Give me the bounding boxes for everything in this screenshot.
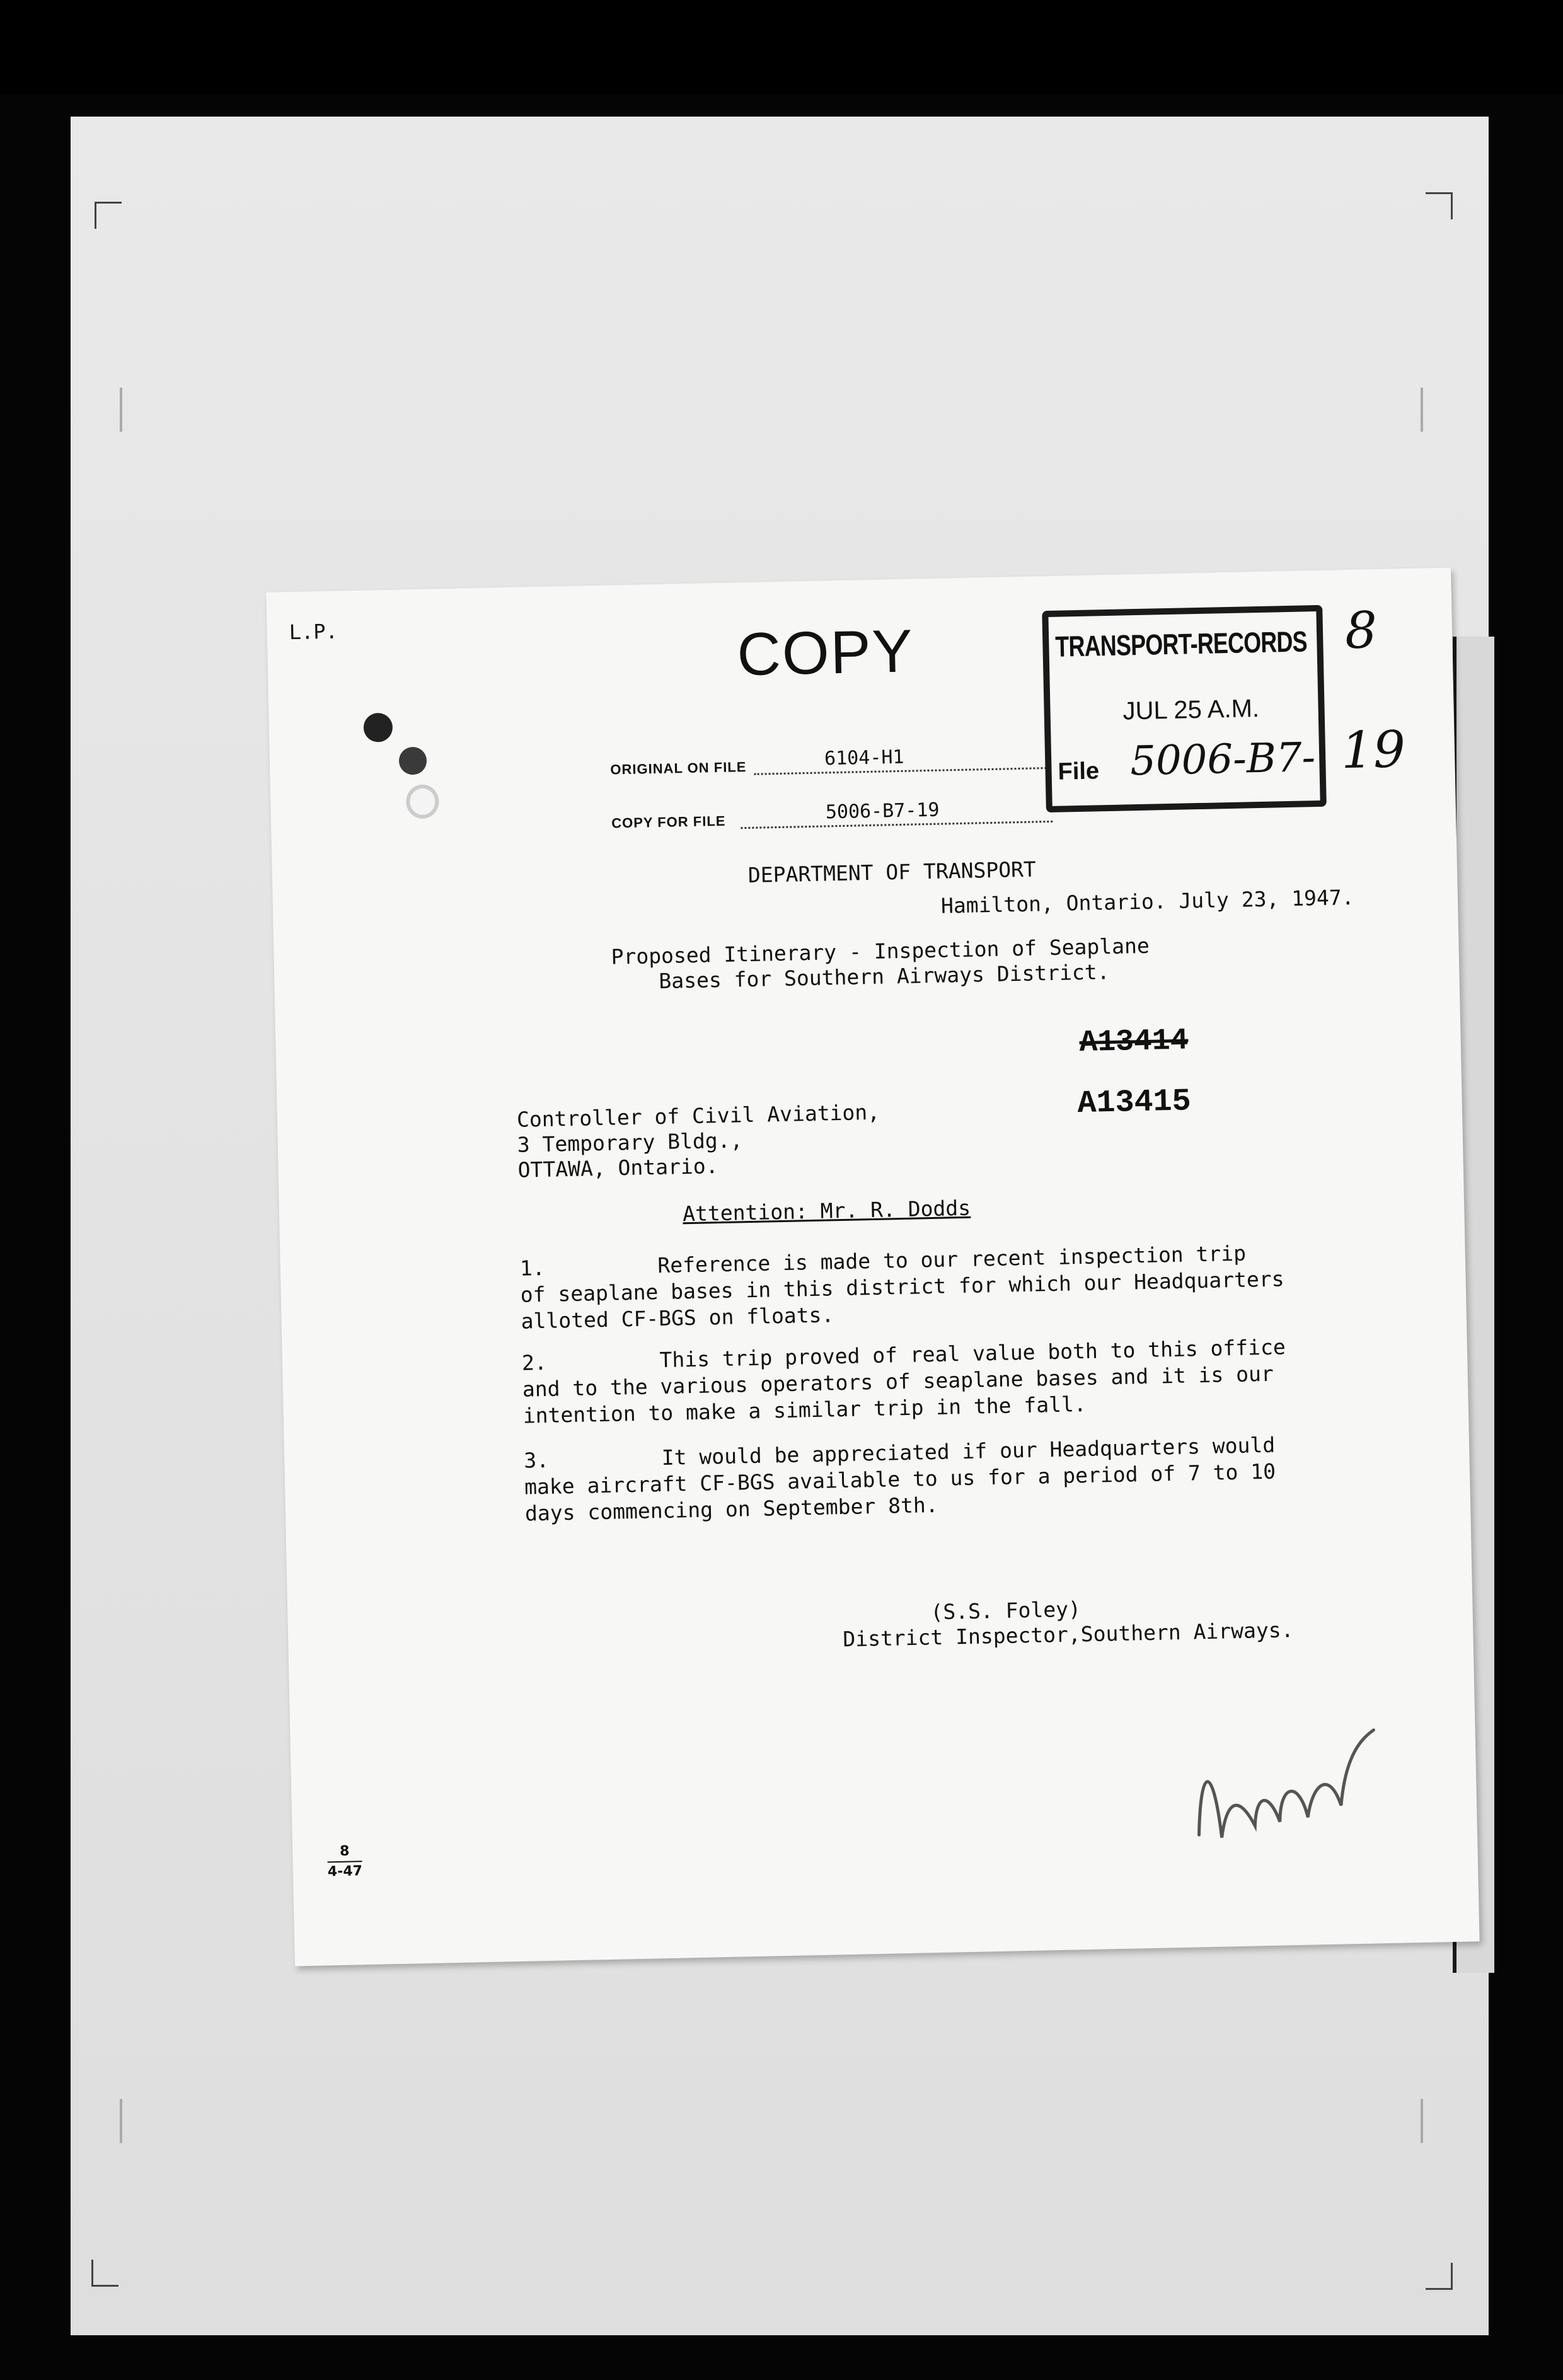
reference-number: A13415: [1077, 1083, 1192, 1123]
copy-stamp: COPY: [736, 617, 914, 689]
body-paragraph: 2. This trip proved of real value both to this office and to the various operators of seaplane bases and it is our intention to make a similar trip in the fall.: [521, 1334, 1286, 1428]
address-line: Controller of Civil Aviation,: [516, 1099, 880, 1132]
original-on-file-label: ORIGINAL ON FILE: [610, 759, 747, 778]
records-stamp-date: JUL 25 A.M.: [1122, 694, 1260, 725]
signature-name: (S.S. Foley): [930, 1597, 1081, 1625]
alignment-bracket: [1412, 388, 1423, 432]
original-on-file-value: 6104-H1: [824, 746, 904, 770]
form-number: [327, 1842, 362, 1881]
records-stamp-file-label: File: [1058, 758, 1100, 785]
film-edge: [0, 0, 1563, 95]
alignment-bracket: [1412, 2099, 1423, 2143]
address-line: OTTAWA, Ontario.: [517, 1153, 718, 1182]
records-stamp-title: TRANSPORT-RECORDS: [1054, 625, 1308, 663]
alignment-bracket: [120, 388, 131, 432]
attention-line: Attention: Mr. R. Dodds: [682, 1195, 971, 1227]
body-paragraph: 3. It would be appreciated if our Headquarters would make aircraft CF-BGS available to us for a period of 7 to 10 days commencing on September 8th.: [523, 1432, 1276, 1526]
handwritten-number-19: 19: [1341, 720, 1406, 780]
copy-for-file-label: COPY FOR FILE: [611, 812, 726, 831]
records-stamp-file-number: 5006-B7-: [1129, 734, 1316, 785]
reference-number-struck: A13414: [1079, 1024, 1189, 1061]
place-and-date: Hamilton, Ontario. July 23, 1947.: [940, 884, 1354, 918]
form-number-top: 8: [339, 1843, 350, 1859]
signature-title: District Inspector,Southern Airways.: [842, 1617, 1294, 1652]
punch-hole: [363, 713, 393, 742]
subject-line: Proposed Itinerary - Inspection of Seaplane: [611, 933, 1150, 969]
crop-mark-top-left: [95, 202, 122, 229]
address-line: 3 Temporary Bldg.,: [517, 1128, 743, 1157]
punch-hole: [399, 747, 427, 775]
handwritten-number-8: 8: [1344, 601, 1378, 661]
department-heading: DEPARTMENT OF TRANSPORT: [747, 857, 1037, 888]
body-paragraph: 1. Reference is made to our recent inspection trip of seaplane bases in this district for which our Headquarters alloted CF-BGS on floats.: [519, 1240, 1284, 1334]
crop-mark-bottom-right: [1426, 2263, 1453, 2290]
transport-records-stamp: [1042, 605, 1327, 812]
crop-mark-bottom-left: [91, 2260, 118, 2287]
form-number-bottom: 4-47: [328, 1861, 363, 1881]
copy-for-file-value: 5006-B7-19: [825, 799, 940, 824]
crop-mark-top-right: [1426, 192, 1453, 219]
letter-document: [266, 568, 1479, 1967]
handwritten-initials: [1172, 1707, 1416, 1868]
punch-hole: [406, 784, 439, 819]
subject-line: Bases for Southern Airways District.: [659, 959, 1110, 994]
lp-mark: L.P.: [289, 619, 338, 645]
alignment-bracket: [120, 2099, 131, 2143]
